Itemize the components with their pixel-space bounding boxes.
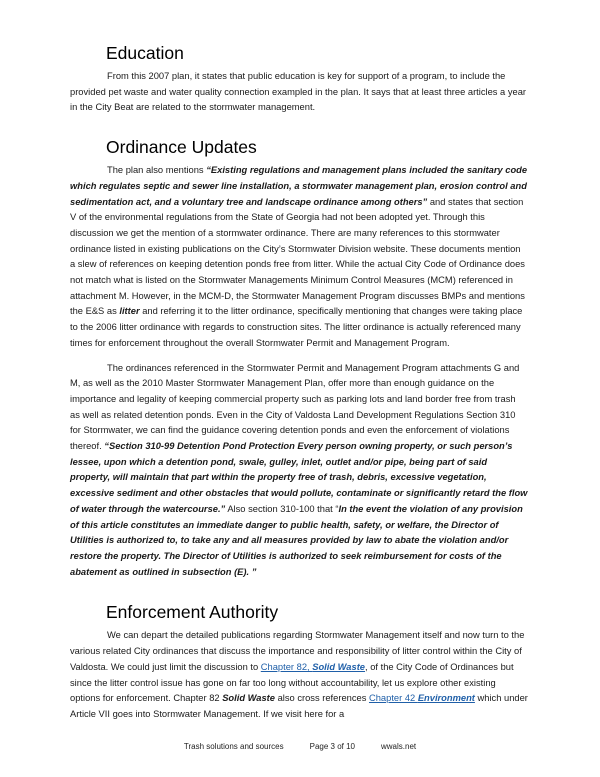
text-run: also cross references <box>274 693 369 704</box>
link-text-emphasis: Solid Waste <box>312 661 366 672</box>
quote-regulations: “Existing regulations and management plans included the sanitary code which regulates septic and sewer line installation, a stormwater management plan, erosion control and sedimentation act, and a voluntary tree and landscape ordinance among others” <box>70 165 528 207</box>
heading-ordinance-updates: Ordinance Updates <box>106 137 257 158</box>
text-run: , of the City Code of Ordinances but since the litter control issue has gone on far too long without accountability, let us explore other existing options for enforcement. Chapter 82 <box>70 661 514 704</box>
emphasis-litter: litter <box>119 306 140 317</box>
heading-education: Education <box>106 43 184 63</box>
quote-section-310-100: In the event the violation of any provision of this article constitutes an immediate danger to public health, safety, or welfare, the Director of Utilities is authorized to, to take any and all measures provided by law to abate the violation and/or restore the property. The Director of Utilities is authorized to seek reimbursement for costs of the abatement as outlined in subsection (E). ” <box>70 503 523 577</box>
text-run: The ordinances referenced in the Stormwater Permit and Management Program attachments G and M, as well as the 2010 Master Stormwater Management Plan, offer more than enough guidance on the importance and legality of keeping commercial property such as parking lots and land border free from trash as well as related detention ponds. Even in the City of Valdosta Land Development Regulations Section 310 for Stormwater, we can find the guidance covering detention ponds and even the enforcement of violations thereof. <box>70 362 520 452</box>
text-run: The plan also mentions <box>107 165 207 176</box>
page-content <box>70 42 528 723</box>
link-chapter-42[interactable] <box>369 693 475 703</box>
emphasis-solid-waste: Solid Waste <box>222 693 275 704</box>
enforcement-paragraph <box>70 628 528 722</box>
link-chapter-82[interactable] <box>261 662 365 672</box>
footer-page-number: Page 3 of 10 <box>309 742 355 751</box>
text-run: We can depart the detailed publications regarding Stormwater Management itself and now turn to the various related City ordinances that discuss the importance and responsibility of litter control within the City of Valdosta. We could just limit the discussion to <box>70 630 525 672</box>
link-text-emphasis: Environment <box>417 693 475 704</box>
ordinance-paragraph-1 <box>70 163 528 351</box>
quote-section-310-99: “Section 310-99 Detention Pond Protection Every person owning property, or such person’s lessee, upon which a detention pond, swale, gulley, inlet, outlet and/or pipe, being part of said property, will maintain that part within the property free of trash, debris, excessive vegetation, excessive sediment and other obstacles that would pollute, contaminate or significantly retard the flow of water through the watercourse.” <box>70 441 528 514</box>
ordinance-paragraph-2 <box>70 361 528 581</box>
link-text: Chapter 82, <box>260 661 313 672</box>
text-run: which under Article VII goes into Stormwater Management. If we visit here for a <box>70 693 528 719</box>
page-footer <box>0 742 600 751</box>
text-run: and states that section V of the environmental regulations from the State of Georgia had not been adopted yet. Through this discussion we get the mention of a stormwater ordinance. There are many references to this stormwater ordinance listed in existing publications on the City’s Stormwater Division website. These documents mention a slew of references on keeping detention ponds free from litter. While the actual City Code of Ordinance does not match what is listed on the Stormwater Managements Minimum Control Measures (MCM) referenced in attachment M. However, in the MCM-D, the Stormwater Management Program discusses BMPs and mentions the E&S as <box>70 196 525 317</box>
link-text: Chapter 42 <box>368 693 418 704</box>
footer-title: Trash solutions and sources <box>183 742 284 751</box>
text-run: and referring it to the litter ordinance, specifically mentioning that changes were taking place to the 2006 litter ordinance with regards to construction sites. The litter ordinance is actually referenced many times for enforcement throughout the overall Stormwater Permit and Management Program. <box>70 306 523 348</box>
heading-enforcement-authority: Enforcement Authority <box>106 602 279 623</box>
text-run: Also section 310-100 that “ <box>225 503 339 514</box>
footer-site: wwals.net <box>381 742 417 751</box>
education-paragraph: From this 2007 plan, it states that public education is key for support of a program, to include the provided pet waste and water quality connection exampled in the plan. It says that at least three articles a year in the City Beat are related to the stormwater management. <box>70 71 527 113</box>
